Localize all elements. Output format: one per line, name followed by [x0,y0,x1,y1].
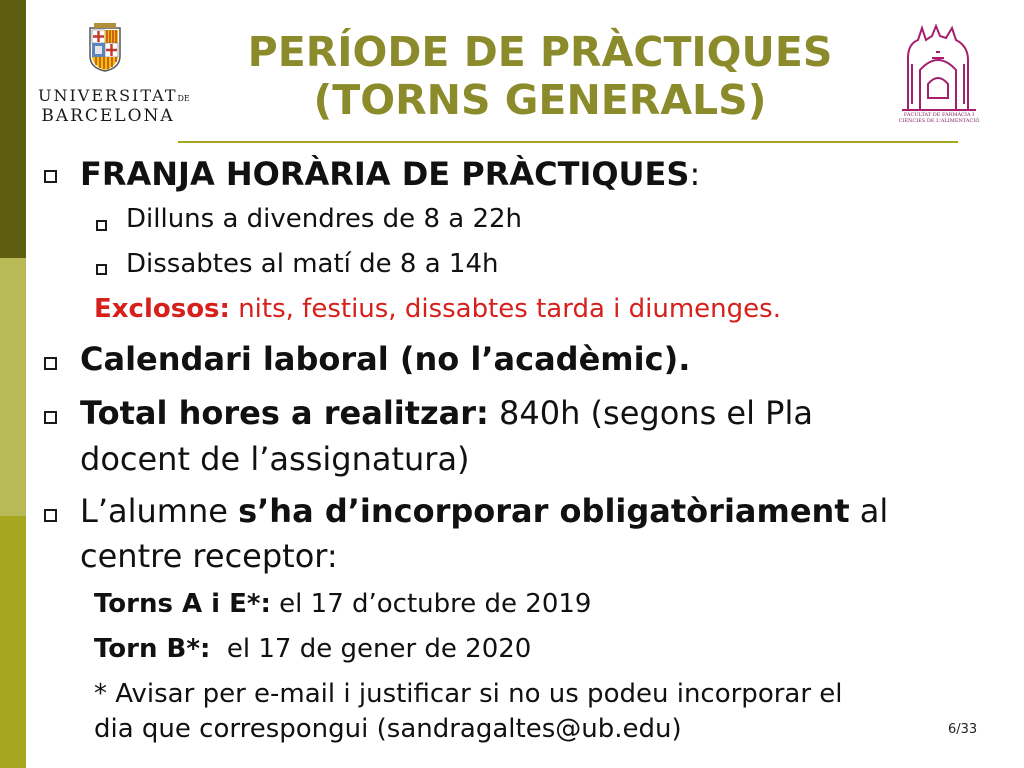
item-alumne: L’alumne s’ha d’incorporar obligatòriament al [80,492,889,530]
bullet-icon [44,170,57,183]
university-logo [38,22,190,132]
torns-a-e: Torns A i E*: el 17 d’octubre de 2019 [94,589,592,619]
excluded-note: Exclosos: nits, festius, dissabtes tarda i diumenges. [94,294,781,324]
item-total-hores: Total hores a realitzar: 840h (segons el Pla [80,394,813,432]
item-alumne-line2: centre receptor: [80,537,338,575]
subitem-weekdays: Dilluns a divendres de 8 a 22h [126,204,523,234]
title-underline [178,141,958,143]
side-bar-bottom [0,516,26,768]
slide-title-line1: PERÍODE DE PRÀCTIQUES [247,28,833,76]
side-bar-middle [0,258,26,516]
avisar-note-line1: * Avisar per e-mail i justificar si no us podeu incorporar el [94,679,843,709]
university-name-line1: UNIVERSITATDE [38,86,190,105]
bullet-icon [44,357,57,370]
subitem-saturdays: Dissabtes al matí de 8 a 14h [126,249,499,279]
faculty-emblem-icon [898,24,980,112]
page-number: 6/33 [948,722,978,737]
avisar-note-line2: dia que correspongui (sandragaltes@ub.edu) [94,714,682,744]
sub-bullet-icon [96,264,107,275]
university-name-line2: BARCELONA [41,106,175,126]
side-bar-top [0,0,26,258]
sub-bullet-icon [96,220,107,231]
bullet-icon [44,411,57,424]
item-total-hores-line2: docent de l’assignatura) [80,440,470,478]
slide-title-line2: (TORNS GENERALS) [313,76,767,124]
bullet-icon [44,509,57,522]
item-franja: FRANJA HORÀRIA DE PRÀCTIQUES: [80,155,701,193]
faculty-logo [898,24,980,134]
faculty-name: FACULTAT DE FARMÀCIA I CIÈNCIES DE L'ALIMENTACIÓ [898,112,980,124]
ub-shield-icon [86,22,124,72]
item-calendari: Calendari laboral (no l’acadèmic). [80,340,691,378]
torn-b: Torn B*: el 17 de gener de 2020 [94,634,532,664]
